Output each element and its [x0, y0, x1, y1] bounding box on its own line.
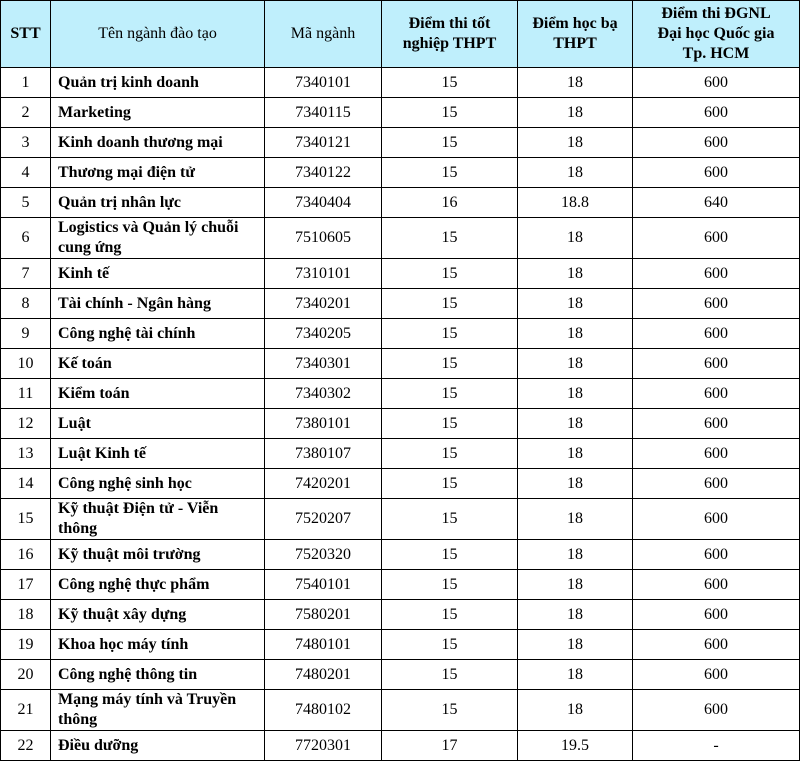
- table-row: [1, 731, 800, 761]
- cell-major-name: Kỹ thuật xây dựng: [51, 600, 265, 630]
- cell-major-code: 7720301: [265, 731, 382, 761]
- header-dgnl-score: [633, 1, 800, 68]
- cell-stt: 11: [1, 379, 51, 409]
- cell-thpt-score: 15: [382, 98, 518, 128]
- cell-dgnl-score: 600: [633, 128, 800, 158]
- cell-transcript-score: 18: [518, 660, 633, 690]
- cell-thpt-score: 15: [382, 319, 518, 349]
- cell-dgnl-score: 600: [633, 660, 800, 690]
- cell-transcript-score: 18: [518, 469, 633, 499]
- cell-major-name: Công nghệ thực phẩm: [51, 570, 265, 600]
- cell-transcript-score: 18: [518, 68, 633, 98]
- cell-major-name: Mạng máy tính và Truyền thông: [51, 690, 265, 731]
- header-thpt-line-1: Điểm thi tốt: [408, 15, 491, 32]
- cell-major-code: 7520207: [265, 499, 382, 540]
- cell-major-code: 7580201: [265, 600, 382, 630]
- cell-stt: 12: [1, 409, 51, 439]
- cell-major-code: 7340302: [265, 379, 382, 409]
- header-stt: STT: [1, 1, 51, 68]
- cell-major-code: 7380101: [265, 409, 382, 439]
- header-hocba-line-1: Điểm học bạ: [532, 15, 618, 32]
- cell-dgnl-score: 600: [633, 409, 800, 439]
- cell-major-code: 7340201: [265, 289, 382, 319]
- header-dgnl-line-2: Đại học Quốc gia: [657, 25, 775, 42]
- table-row: [1, 319, 800, 349]
- cell-major-name: Luật Kinh tế: [51, 439, 265, 469]
- cell-dgnl-score: 600: [633, 499, 800, 540]
- cell-major-code: 7340404: [265, 188, 382, 218]
- cell-stt: 17: [1, 570, 51, 600]
- cell-thpt-score: 16: [382, 188, 518, 218]
- cell-major-name: Tài chính - Ngân hàng: [51, 289, 265, 319]
- cell-thpt-score: 15: [382, 690, 518, 731]
- table-row: [1, 469, 800, 499]
- header-thpt-line-2: nghiệp THPT: [402, 35, 497, 52]
- cell-major-code: 7480201: [265, 660, 382, 690]
- table-body: [1, 68, 800, 761]
- cell-thpt-score: 15: [382, 540, 518, 570]
- header-dgnl-line-1: Điểm thi ĐGNL: [661, 5, 771, 22]
- cell-dgnl-score: 600: [633, 319, 800, 349]
- table-row: [1, 540, 800, 570]
- header-major-name: Tên ngành đào tạo: [51, 1, 265, 68]
- cell-dgnl-score: 600: [633, 289, 800, 319]
- cell-thpt-score: 15: [382, 379, 518, 409]
- table-row: [1, 600, 800, 630]
- cell-stt: 20: [1, 660, 51, 690]
- cell-major-code: 7480102: [265, 690, 382, 731]
- cell-stt: 19: [1, 630, 51, 660]
- cell-major-name: Công nghệ tài chính: [51, 319, 265, 349]
- cell-dgnl-score: 600: [633, 98, 800, 128]
- cell-dgnl-score: 600: [633, 259, 800, 289]
- cell-transcript-score: 18: [518, 158, 633, 188]
- cell-thpt-score: 15: [382, 158, 518, 188]
- cell-thpt-score: 15: [382, 469, 518, 499]
- cell-dgnl-score: 600: [633, 158, 800, 188]
- cell-stt: 5: [1, 188, 51, 218]
- cell-major-code: 7340301: [265, 349, 382, 379]
- cell-major-name: Quản trị nhân lực: [51, 188, 265, 218]
- cell-dgnl-score: -: [633, 731, 800, 761]
- cell-dgnl-score: 600: [633, 218, 800, 259]
- cell-major-name: Công nghệ thông tin: [51, 660, 265, 690]
- cell-dgnl-score: 600: [633, 690, 800, 731]
- cell-stt: 8: [1, 289, 51, 319]
- cell-dgnl-score: 600: [633, 600, 800, 630]
- cell-transcript-score: 18: [518, 349, 633, 379]
- table-row: [1, 259, 800, 289]
- table-row: [1, 439, 800, 469]
- cell-dgnl-score: 600: [633, 439, 800, 469]
- cell-major-name: Kinh doanh thương mại: [51, 128, 265, 158]
- cell-transcript-score: 18: [518, 630, 633, 660]
- cell-major-name: Kế toán: [51, 349, 265, 379]
- table-row: [1, 660, 800, 690]
- cell-major-name: Marketing: [51, 98, 265, 128]
- cell-major-code: 7340101: [265, 68, 382, 98]
- cell-transcript-score: 18: [518, 499, 633, 540]
- cell-stt: 21: [1, 690, 51, 731]
- cell-stt: 1: [1, 68, 51, 98]
- cell-major-code: 7340122: [265, 158, 382, 188]
- cell-transcript-score: 18: [518, 540, 633, 570]
- header-row: [1, 1, 800, 68]
- cell-thpt-score: 15: [382, 600, 518, 630]
- cell-stt: 18: [1, 600, 51, 630]
- table-row: [1, 409, 800, 439]
- table-row: [1, 349, 800, 379]
- cell-thpt-score: 15: [382, 439, 518, 469]
- cell-thpt-score: 15: [382, 68, 518, 98]
- cell-dgnl-score: 640: [633, 188, 800, 218]
- cell-stt: 4: [1, 158, 51, 188]
- table-row: [1, 188, 800, 218]
- table-row: [1, 68, 800, 98]
- table-row: [1, 379, 800, 409]
- cell-thpt-score: 15: [382, 499, 518, 540]
- cell-dgnl-score: 600: [633, 570, 800, 600]
- table-row: [1, 630, 800, 660]
- cell-transcript-score: 18: [518, 600, 633, 630]
- cell-stt: 22: [1, 731, 51, 761]
- table-row: [1, 570, 800, 600]
- cell-major-name: Kiểm toán: [51, 379, 265, 409]
- cell-stt: 14: [1, 469, 51, 499]
- cell-stt: 3: [1, 128, 51, 158]
- cell-major-code: 7480101: [265, 630, 382, 660]
- cell-transcript-score: 18: [518, 409, 633, 439]
- cell-stt: 6: [1, 218, 51, 259]
- cell-transcript-score: 18: [518, 98, 633, 128]
- cell-transcript-score: 18: [518, 128, 633, 158]
- cell-stt: 9: [1, 319, 51, 349]
- cell-dgnl-score: 600: [633, 469, 800, 499]
- header-thpt-score: [382, 1, 518, 68]
- table-row: [1, 218, 800, 259]
- table-row: [1, 499, 800, 540]
- cell-major-name: Kỹ thuật Điện tử - Viễn thông: [51, 499, 265, 540]
- cell-transcript-score: 18: [518, 259, 633, 289]
- header-major-code: Mã ngành: [265, 1, 382, 68]
- cell-major-name: Công nghệ sinh học: [51, 469, 265, 499]
- cell-stt: 10: [1, 349, 51, 379]
- cell-major-code: 7540101: [265, 570, 382, 600]
- table-row: [1, 289, 800, 319]
- cell-major-code: 7340115: [265, 98, 382, 128]
- cell-thpt-score: 15: [382, 349, 518, 379]
- cell-dgnl-score: 600: [633, 630, 800, 660]
- cell-transcript-score: 18: [518, 289, 633, 319]
- cell-transcript-score: 18.8: [518, 188, 633, 218]
- cell-major-code: 7340121: [265, 128, 382, 158]
- cell-thpt-score: 15: [382, 630, 518, 660]
- table-row: [1, 690, 800, 731]
- cell-stt: 15: [1, 499, 51, 540]
- header-dgnl-line-3: Tp. HCM: [682, 45, 750, 62]
- cell-dgnl-score: 600: [633, 349, 800, 379]
- cell-transcript-score: 18: [518, 379, 633, 409]
- cell-stt: 7: [1, 259, 51, 289]
- cell-thpt-score: 15: [382, 259, 518, 289]
- cell-major-name: Kinh tế: [51, 259, 265, 289]
- cell-dgnl-score: 600: [633, 379, 800, 409]
- cell-dgnl-score: 600: [633, 68, 800, 98]
- cell-transcript-score: 18: [518, 218, 633, 259]
- cell-transcript-score: 18: [518, 319, 633, 349]
- cell-thpt-score: 15: [382, 128, 518, 158]
- cell-thpt-score: 15: [382, 409, 518, 439]
- cell-stt: 16: [1, 540, 51, 570]
- cell-transcript-score: 18: [518, 690, 633, 731]
- cell-major-name: Thương mại điện tử: [51, 158, 265, 188]
- cell-major-code: 7340205: [265, 319, 382, 349]
- cell-major-name: Điều dưỡng: [51, 731, 265, 761]
- table-row: [1, 98, 800, 128]
- cell-thpt-score: 15: [382, 218, 518, 259]
- table-header: [1, 1, 800, 68]
- header-transcript-score: [518, 1, 633, 68]
- cell-major-name: Quản trị kinh doanh: [51, 68, 265, 98]
- cell-stt: 13: [1, 439, 51, 469]
- cell-thpt-score: 15: [382, 289, 518, 319]
- cell-major-code: 7520320: [265, 540, 382, 570]
- cell-thpt-score: 15: [382, 570, 518, 600]
- cell-major-code: 7420201: [265, 469, 382, 499]
- cell-major-code: 7510605: [265, 218, 382, 259]
- cell-major-code: 7380107: [265, 439, 382, 469]
- cell-major-code: 7310101: [265, 259, 382, 289]
- cell-major-name: Luật: [51, 409, 265, 439]
- cell-dgnl-score: 600: [633, 540, 800, 570]
- cell-transcript-score: 18: [518, 570, 633, 600]
- cell-major-name: Kỹ thuật môi trường: [51, 540, 265, 570]
- cell-major-name: Logistics và Quản lý chuỗi cung ứng: [51, 218, 265, 259]
- cell-thpt-score: 15: [382, 660, 518, 690]
- cell-transcript-score: 18: [518, 439, 633, 469]
- header-hocba-line-2: THPT: [553, 35, 597, 52]
- cell-major-name: Khoa học máy tính: [51, 630, 265, 660]
- table-row: [1, 158, 800, 188]
- cell-transcript-score: 19.5: [518, 731, 633, 761]
- table-row: [1, 128, 800, 158]
- cell-stt: 2: [1, 98, 51, 128]
- cell-thpt-score: 17: [382, 731, 518, 761]
